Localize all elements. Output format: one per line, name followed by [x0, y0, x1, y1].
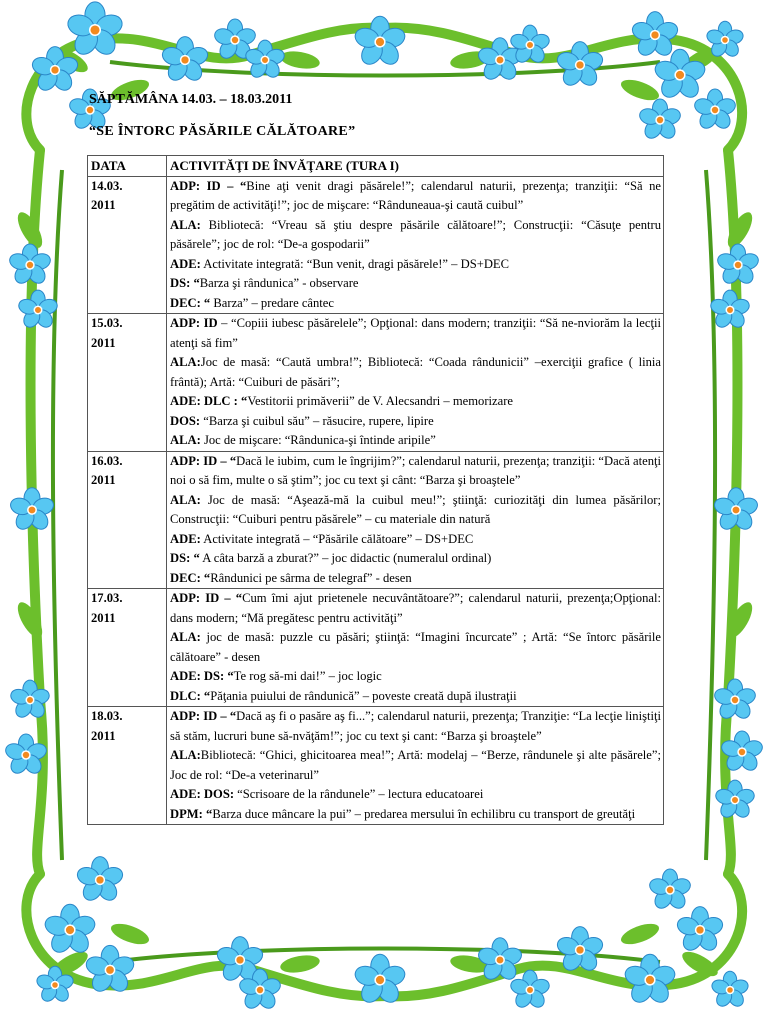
activity-label: ADE: DOS:	[170, 787, 235, 801]
day-year: 2011	[91, 728, 116, 743]
activity-text: joc de masă: puzzle cu păsări; ştiinţă: “Imagini încurcate” ; Artă: “Se întorc păsările călătoare” - desen	[170, 630, 661, 664]
leaf	[279, 953, 321, 976]
flower-icon	[75, 857, 125, 904]
table-row	[88, 314, 664, 452]
flower-icon	[693, 89, 738, 132]
activity-label: DPM: “	[170, 806, 213, 821]
activities-cell	[167, 707, 664, 825]
activity-line	[170, 452, 661, 491]
activity-text: Barza şi rândunica” - observare	[199, 276, 359, 290]
activity-text: – “Copiii iubesc păsărelele”; Opţional: dans modern; tranziţii: “Să ne-nviorăm la lecţii atenţi să fim”	[170, 316, 661, 350]
vine-inner-right	[706, 170, 715, 860]
activity-line	[170, 392, 661, 412]
day-date: 18.03.	[91, 709, 123, 723]
vine-inner-left	[53, 170, 62, 860]
flower-icon	[648, 869, 693, 912]
activity-line	[170, 707, 661, 746]
activity-label: DOS:	[170, 413, 201, 428]
header-date: DATA	[88, 156, 167, 177]
date-cell	[88, 589, 167, 707]
activity-text: Barza” – predare cântec	[210, 295, 334, 310]
day-date: 14.03.	[91, 178, 123, 193]
activity-label: ADP: ID – “	[170, 591, 243, 605]
activity-label: DLC: “	[170, 688, 211, 703]
leaf	[279, 49, 321, 72]
activity-line	[170, 255, 661, 275]
table-row	[88, 176, 664, 314]
activity-label: ADE:	[170, 256, 201, 271]
activity-line	[170, 294, 661, 314]
table-row	[88, 589, 664, 707]
activity-line	[170, 274, 661, 294]
activity-label: DEC: “	[170, 295, 211, 310]
activities-cell	[167, 451, 664, 589]
activity-text: Activitate integrată – “Păsările călătoare” – DS+DEC	[200, 531, 474, 546]
activity-label: DS: “	[170, 276, 200, 290]
activity-text: Cum îmi ajut prietenele necuvântătoare?”; calendarul naturii, prezenţa;Opţional: dans modern; “Mă pregătesc pentru activităţi”	[170, 591, 661, 625]
flower-icon	[710, 971, 750, 1009]
activity-text: “Barza şi cuibul său” – răsucire, rupere, lipire	[200, 413, 434, 428]
date-cell	[88, 176, 167, 314]
leaf	[108, 920, 151, 949]
day-date: 17.03.	[91, 591, 123, 605]
flower-icon	[714, 780, 756, 820]
activity-text: Joc de masă: “Caută umbra!”; Bibliotecă: “Coada rândunicii” –exerciţii grafice ( linia frântă); Artă: “Cuiburi de păsări”;	[170, 355, 661, 389]
activity-text: A câta barză a zburat?” – joc didactic (numeralul ordinal)	[199, 551, 492, 565]
activity-label: ADP: ID	[170, 316, 218, 330]
date-cell	[88, 451, 167, 589]
theme-title: “SE ÎNTORC PĂSĂRILE CĂLĂTOARE”	[89, 124, 356, 139]
activity-text: Bibliotecă: “Vreau să ştiu despre păsările călătoare!”; Construcţii: “Căsuţe pentru păsărele”; joc de rol: “De-a gospodarii”	[170, 217, 661, 251]
activity-table	[87, 155, 664, 825]
activity-line	[170, 412, 661, 432]
activity-label: ALA:	[170, 217, 201, 232]
table-row	[88, 451, 664, 589]
leaf	[618, 920, 661, 949]
activity-label: ALA:	[170, 630, 201, 644]
activity-label: ALA:	[170, 355, 201, 369]
activity-line	[170, 314, 661, 353]
activities-cell	[167, 314, 664, 452]
activity-text: “Scrisoare de la rândunele” – lectura educatoarei	[234, 787, 484, 801]
header-activities: ACTIVITĂŢI DE ÎNVĂŢARE (TURA I)	[167, 156, 664, 177]
activity-label: ADP: ID – “	[170, 453, 237, 468]
activity-label: DEC: “	[170, 570, 211, 585]
activity-text: Joc de masă: “Aşează-mă la cuibul meu!”; ştiinţă: curiozităţi din lumea păsărilor; Construcţii: “Cuiburi pentru păsărele” – cu materiale din natură	[170, 492, 661, 526]
flower-icon	[630, 12, 680, 59]
activity-label: ADP: ID – “	[170, 709, 237, 723]
activity-line	[170, 667, 661, 687]
flower-icon	[43, 904, 98, 956]
activities-cell	[167, 176, 664, 314]
day-year: 2011	[91, 473, 116, 487]
day-year: 2011	[91, 335, 116, 350]
activity-line	[170, 746, 661, 785]
activity-text: Rândunici pe sârma de telegraf” - desen	[210, 570, 412, 585]
flower-icon	[713, 679, 758, 722]
date-cell	[88, 707, 167, 825]
activity-label: ALA:	[170, 492, 201, 507]
day-year: 2011	[91, 198, 116, 212]
activity-line	[170, 628, 661, 667]
activity-text: Bibliotecă: “Ghici, ghicitoarea mea!”; Artă: modelaj – “Berze, rândunele şi alte păsărele”; Joc de rol: “De-a veterinarul”	[170, 748, 661, 782]
activity-label: ADE: DS: “	[170, 669, 234, 683]
activity-line	[170, 687, 661, 707]
page-content	[87, 92, 667, 825]
activity-label: ADE: DLC : “	[170, 394, 248, 408]
flower-icon	[675, 907, 725, 954]
activity-text: Barza duce mâncare la pui” – predarea mersului în echilibru cu transport de greutăţi	[212, 806, 636, 821]
leaf	[13, 599, 47, 642]
activity-line	[170, 353, 661, 392]
day-date: 15.03.	[91, 316, 123, 330]
activity-line	[170, 549, 661, 569]
activity-line	[170, 491, 661, 530]
activity-line	[170, 589, 661, 628]
activity-text: Joc de mişcare: “Rândunica-şi întinde aripile”	[200, 433, 436, 447]
table-row	[88, 707, 664, 825]
activity-text: Te rog să-mi dai!” – joc logic	[233, 669, 382, 683]
activity-label: ADP: ID – “	[170, 178, 247, 193]
activity-line	[170, 805, 661, 825]
day-year: 2011	[91, 610, 116, 625]
activity-text: Păţania puiului de rândunică” – poveste creată după ilustraţii	[210, 688, 517, 703]
activity-text: Bine aţi venit dragi păsărele!”; calendarul naturii, prezenţa; tranziţii: “Să ne pregătim de activităţi!”; joc de mişcare: “Rânduneaua-şi caută cuibul”	[170, 178, 661, 212]
activity-text: Dacă le iubim, cum le îngrijim?”; calendarul naturii, prezenţa; tranziţii: “Dacă atenţi noi o să fim, multe o să ştim”; joc cu text şi cânt: “Barza şi broaştele”	[170, 453, 661, 487]
activity-label: ALA:	[170, 748, 201, 762]
activity-label: DS: “	[170, 551, 200, 565]
activity-line	[170, 530, 661, 550]
activity-line	[170, 177, 661, 216]
activity-line	[170, 216, 661, 255]
flower-icon	[623, 954, 678, 1006]
activity-label: ADE:	[170, 531, 201, 546]
activity-line	[170, 569, 661, 589]
activity-line	[170, 431, 661, 451]
activities-cell	[167, 589, 664, 707]
activity-text: Vestitorii primăverii” de V. Alecsandri – memorizare	[247, 394, 513, 408]
activity-line	[170, 785, 661, 805]
day-date: 16.03.	[91, 453, 123, 468]
week-heading: SĂPTĂMÂNA 14.03. – 18.03.2011	[89, 92, 293, 107]
activity-label: ALA:	[170, 433, 201, 447]
table-header-row	[88, 156, 664, 177]
date-cell	[88, 314, 167, 452]
activity-text: Dacă aş fi o pasăre aş fi...”; calendarul naturii, prezenţa; Tranziţie: “La lecţie liniştiţi să stăm, lucruri bune să-nvăţăm!”; joc cu text şi cant: “Barza şi broaştele”	[170, 709, 661, 743]
activity-text: Activitate integrată: “Bun venit, dragi păsărele!” – DS+DEC	[200, 256, 510, 271]
